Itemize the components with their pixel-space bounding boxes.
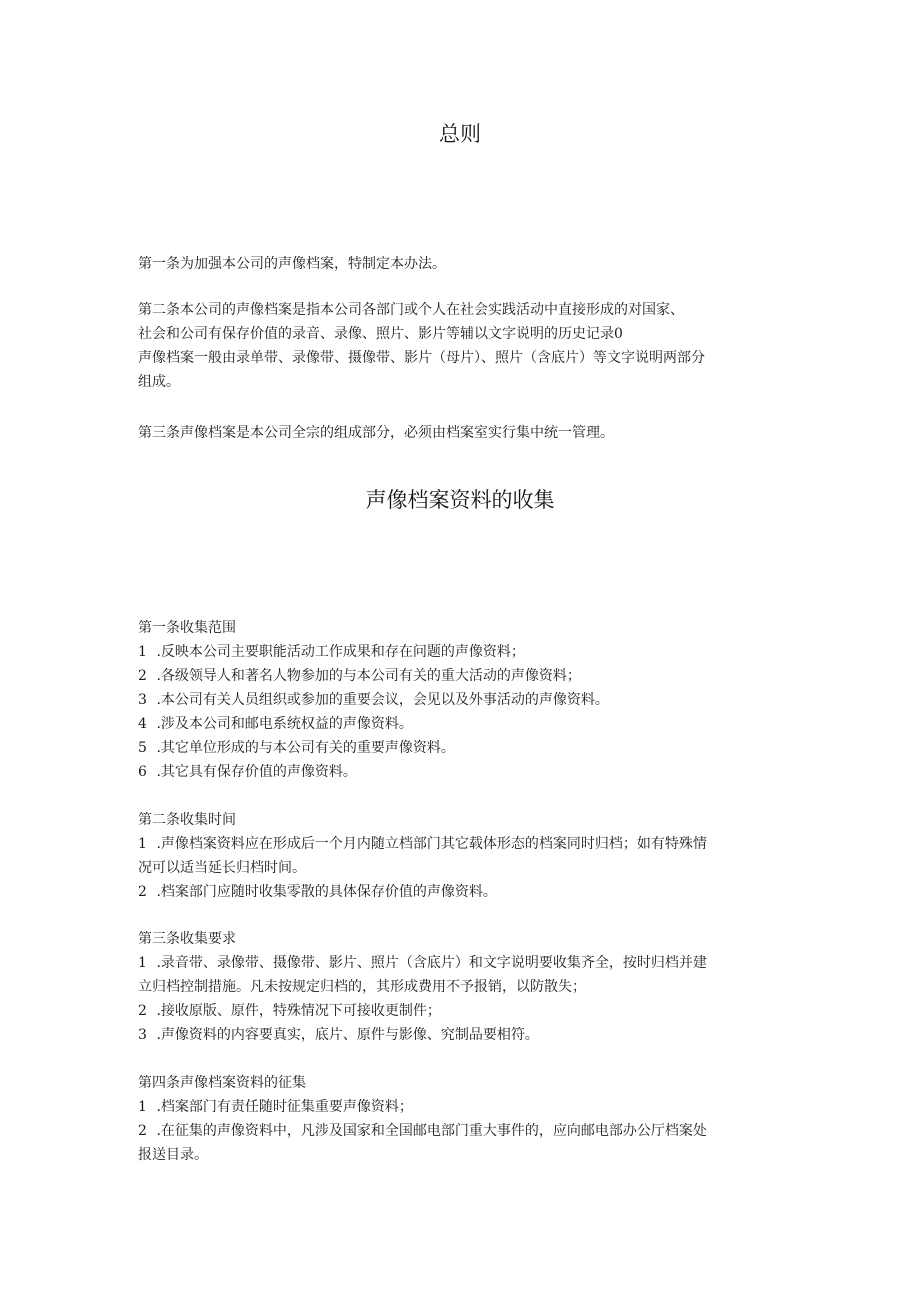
- article-2-line-2: 社会和公司有保存价值的录音、录像、照片、影片等辅以文字说明的历史记录0: [138, 326, 623, 342]
- item-number: 1: [138, 836, 147, 852]
- item-continuation: 立归档控制措施。凡未按规定归档的，其形成费用不予报销，以防散失；: [138, 979, 586, 995]
- list-item: [138, 712, 778, 736]
- list-item: [138, 664, 778, 688]
- item-text: .声像资料的内容要真实，底片、原件与影像、究制品要相符。: [156, 1027, 539, 1043]
- item-number: 1: [138, 1099, 147, 1115]
- article-2-line-3: 声像档案一般由录单带、录像带、摄像带、影片（母片）、照片（含底片）等文字说明两部分: [138, 350, 705, 366]
- item-number: 2: [138, 1123, 147, 1139]
- collection-scope: [138, 616, 778, 784]
- item-text: .本公司有关人员组织或参加的重要会议，会见以及外事活动的声像资料。: [156, 692, 609, 708]
- item-text: .各级领导人和著名人物参加的与本公司有关的重大活动的声像资料；: [156, 668, 581, 684]
- article-2-line-1: 第二条本公司的声像档案是指本公司各部门或个人在社会实践活动中直接形成的对国家、: [138, 302, 684, 318]
- collection-requirements: [138, 927, 778, 1047]
- item-number: 2: [138, 668, 147, 684]
- collection-solicitation-heading: 第四条声像档案资料的征集: [138, 1075, 306, 1091]
- item-text: .档案部门有责任随时征集重要声像资料；: [156, 1099, 413, 1115]
- article-1-text: 第一条为加强本公司的声像档案，特制定本办法。: [138, 256, 446, 272]
- item-continuation: 况可以适当延长归档时间。: [138, 860, 306, 876]
- section-title-collection: 声像档案资料的收集: [365, 488, 555, 512]
- list-item: [138, 760, 778, 784]
- item-continuation: 报送目录。: [138, 1147, 208, 1163]
- collection-solicitation: [138, 1071, 778, 1167]
- section-title-general: 总则: [439, 122, 481, 146]
- list-item: [138, 832, 778, 856]
- item-text: .录音带、录像带、摄像带、影片、照片（含底片）和文字说明要收集齐全，按时归档并建: [156, 955, 707, 971]
- item-text: .在征集的声像资料中，凡涉及国家和全国邮电部门重大事件的，应向邮电部办公厅档案处: [156, 1123, 707, 1139]
- item-text: .其它单位形成的与本公司有关的重要声像资料。: [156, 740, 455, 756]
- list-item: [138, 640, 778, 664]
- item-text: .档案部门应随时收集零散的具体保存价值的声像资料。: [156, 884, 497, 900]
- article-2-line-4: 组成。: [138, 374, 180, 390]
- list-item: [138, 688, 778, 712]
- article-2: [138, 298, 778, 394]
- collection-time-heading: 第二条收集时间: [138, 812, 236, 828]
- item-text: .涉及本公司和邮电系统权益的声像资料。: [156, 716, 413, 732]
- item-number: 5: [138, 740, 147, 756]
- article-3: [138, 421, 778, 445]
- article-3-text: 第三条声像档案是本公司全宗的组成部分，必须由档案室实行集中统一管理。: [138, 425, 614, 441]
- item-text: .其它具有保存价值的声像资料。: [156, 764, 357, 780]
- list-item: [138, 1095, 778, 1119]
- item-number: 6: [138, 764, 147, 780]
- list-item: [138, 951, 778, 975]
- list-item: [138, 1023, 778, 1047]
- list-item: [138, 999, 778, 1023]
- article-1: [138, 252, 778, 276]
- item-number: 1: [138, 955, 147, 971]
- item-text: .接收原版、原件，特殊情况下可接收更制件；: [156, 1003, 441, 1019]
- item-number: 3: [138, 1027, 147, 1043]
- item-number: 4: [138, 716, 147, 732]
- item-number: 2: [138, 1003, 147, 1019]
- item-text: .声像档案资料应在形成后一个月内随立档部门其它载体形态的档案同时归档；如有特殊情: [156, 836, 707, 852]
- item-number: 1: [138, 644, 147, 660]
- list-item: [138, 736, 778, 760]
- collection-requirements-heading: 第三条收集要求: [138, 931, 236, 947]
- list-item: [138, 1119, 778, 1143]
- collection-time: [138, 808, 778, 904]
- collection-scope-heading: 第一条收集范围: [138, 620, 236, 636]
- item-number: 2: [138, 884, 147, 900]
- list-item: [138, 880, 778, 904]
- item-number: 3: [138, 692, 147, 708]
- item-text: .反映本公司主要职能活动工作成果和存在问题的声像资料；: [156, 644, 525, 660]
